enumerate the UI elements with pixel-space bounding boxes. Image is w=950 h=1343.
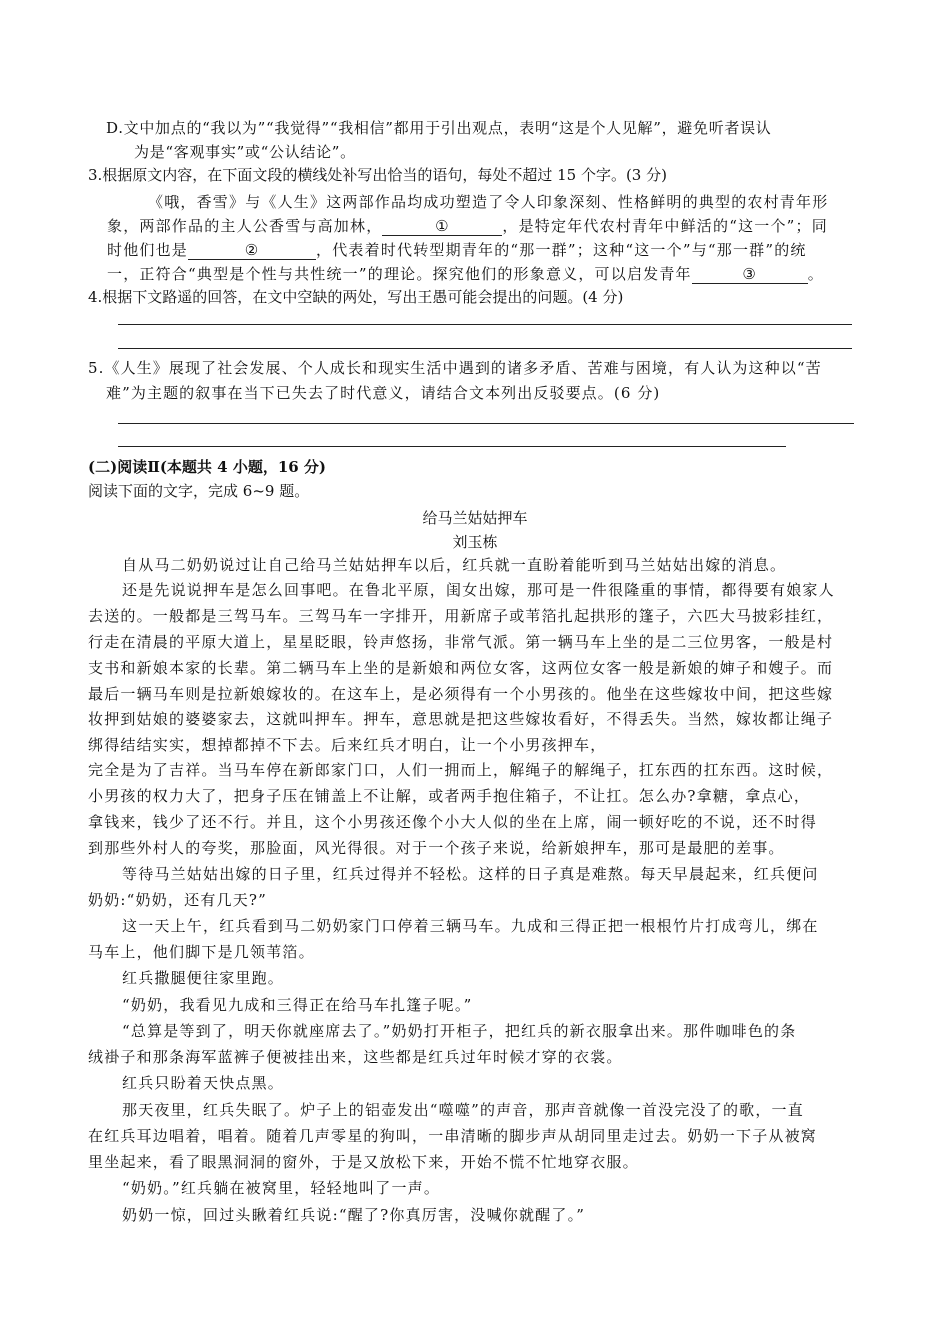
story-line: 里坐起来，看了眼黑洞洞的窗外，于是又放松下来，开始不慌不忙地穿衣服。: [88, 1153, 639, 1171]
q3-text: 象，两部作品的主人公香雪与高加林，: [107, 217, 383, 235]
story-line: 红兵只盼着天快点黑。: [122, 1074, 285, 1092]
story-line: 奶奶一惊，回过头瞅着红兵说:“醒了?你真厉害，没喊你就醒了。”: [122, 1206, 586, 1224]
q3-para-line3: [107, 240, 807, 260]
blank-3[interactable]: ③: [692, 265, 808, 284]
q3-text: ，代表着时代转型期青年的“那一群”；这种“这一个”与“那一群”的统: [316, 241, 807, 259]
story-line: 马车上，他们脚下是几领苇箔。: [88, 943, 315, 961]
story-line: “奶奶。”红兵躺在被窝里，轻轻地叫了一声。: [122, 1179, 441, 1197]
section-heading: (二)阅读Ⅱ(本题共 4 小题，16 分): [88, 458, 327, 476]
story-line: 奶奶:“奶奶，还有几天?”: [88, 891, 268, 909]
answer-line[interactable]: [118, 446, 786, 447]
q3-text: ，是特定年代农村青年中鲜活的“这一个”；同: [502, 217, 828, 235]
story-line: 行走在清晨的平原大道上，星星眨眼，铃声悠扬，非常气派。第一辆马车上坐的是二三位男客，一般是村: [88, 633, 834, 651]
story-author: 刘玉栋: [452, 533, 498, 551]
q3-stem: 3.根据原文内容，在下面文段的横线处补写出恰当的语句，每处不超过 15 个字。(3 分): [88, 166, 667, 184]
q3-para-line2: [107, 216, 828, 236]
q5-line2: 难”为主题的叙事在当下已失去了时代意义，请结合文本列出反驳要点。(6 分): [106, 384, 661, 402]
story-line: 还是先说说押车是怎么回事吧。在鲁北平原，闺女出嫁，那可是一件很隆重的事情，都得要有娘家人: [122, 581, 835, 599]
option-d-line1: D.文中加点的“我以为”“我觉得”“我相信”都用于引出观点，表明“这是个人见解”，避免听者误认: [106, 119, 772, 137]
story-line: “总算是等到了，明天你就座席去了。”奶奶打开柜子，把红兵的新衣服拿出来。那件咖啡色的条: [122, 1022, 797, 1040]
option-d-line2: 为是“客观事实”或“公认结论”。: [134, 143, 356, 161]
story-line: 自从马二奶奶说过让自己给马兰姑姑押车以后，红兵就一直盼着能听到马兰姑姑出嫁的消息。: [122, 556, 787, 574]
section-instruction: 阅读下面的文字，完成 6~9 题。: [88, 482, 310, 500]
q3-text: 一，正符合“典型是个性与共性统一”的理论。探究他们的形象意义，可以启发青年: [107, 265, 692, 283]
story-line: 完全是为了吉祥。当马车停在新郎家门口，人们一拥而上，解绳子的解绳子，扛东西的扛东西。这时候，: [88, 761, 834, 779]
story-line: 支书和新娘本家的长辈。第二辆马车上坐的是新娘和两位女客，这两位女客一般是新娘的婶子和嫂子。而: [88, 659, 834, 677]
story-line: 拿钱来，钱少了还不行。并且，这个小男孩还像个小大人似的坐在上席，闹一顿好吃的不说，还不时得: [88, 813, 818, 831]
story-line: 最后一辆马车则是拉新娘嫁妆的。在这车上，是必须得有一个小男孩的。他坐在这些嫁妆中间，把这些嫁: [88, 685, 834, 703]
blank-2[interactable]: ②: [188, 241, 316, 260]
q4-stem: 4.根据下文路遥的回答，在文中空缺的两处，写出王愚可能会提出的问题。(4 分): [88, 288, 624, 306]
story-line: 绒褂子和那条海军蓝裤子便被挂出来，这些都是红兵过年时候才穿的衣裳。: [88, 1048, 623, 1066]
story-line: 去送的。一般都是三驾马车。三驾马车一字排开，用新席子或苇箔扎起拱形的篷子，六匹大马披彩挂红，: [88, 607, 834, 625]
story-line: 红兵撒腿便往家里跑。: [122, 969, 285, 987]
answer-line[interactable]: [118, 348, 852, 349]
story-line: 小男孩的权力大了，把身子压在铺盖上不让解，或者两手抱住箱子，不让扛。怎么办?拿糖，拿点心，: [88, 787, 811, 805]
q3-para-line1: 《哦，香雪》与《人生》这两部作品均成功塑造了令人印象深刻、性格鲜明的典型的农村青年形: [148, 193, 829, 211]
q3-text: 。: [807, 265, 824, 283]
q3-text: 时他们也是: [107, 241, 189, 259]
q5-line1: 5.《人生》展现了社会发展、个人成长和现实生活中遇到的诸多矛盾、苦难与困境，有人认为这种以“苦: [88, 359, 822, 377]
story-line: “奶奶，我看见九成和三得正在给马车扎篷子呢。”: [122, 996, 473, 1014]
story-title: 给马兰姑姑押车: [422, 509, 528, 527]
story-line: 妆押到姑娘的婆婆家去，这就叫押车。押车，意思就是把这些嫁妆看好，不得丢失。当然，嫁妆都让绳子: [88, 710, 834, 728]
answer-line[interactable]: [118, 423, 854, 424]
story-line: 绑得结结实实，想掉都掉不下去。后来红兵才明白，让一个小男孩押车，: [88, 736, 607, 754]
answer-line[interactable]: [118, 324, 852, 325]
story-line: 到那些外村人的夸奖，那脸面，风光得很。对于一个孩子来说，给新娘押车，那可是最肥的差事。: [88, 839, 785, 857]
q3-para-line4: [107, 264, 824, 284]
story-line: 这一天上午，红兵看到马二奶奶家门口停着三辆马车。九成和三得正把一根根竹片打成弯儿，绑在: [122, 917, 819, 935]
story-line: 那天夜里，红兵失眠了。炉子上的铝壶发出“噬噬”的声音，那声音就像一首没完没了的歌，一直: [122, 1101, 804, 1119]
story-line: 等待马兰姑姑出嫁的日子里，红兵过得并不轻松。这样的日子真是难熬。每天早晨起来，红兵便问: [122, 865, 819, 883]
blank-1[interactable]: ①: [382, 217, 502, 236]
story-line: 在红兵耳边唱着，唱着。随着几声零星的狗叫，一串清晰的脚步声从胡同里走过去。奶奶一下子从被窝: [88, 1127, 818, 1145]
